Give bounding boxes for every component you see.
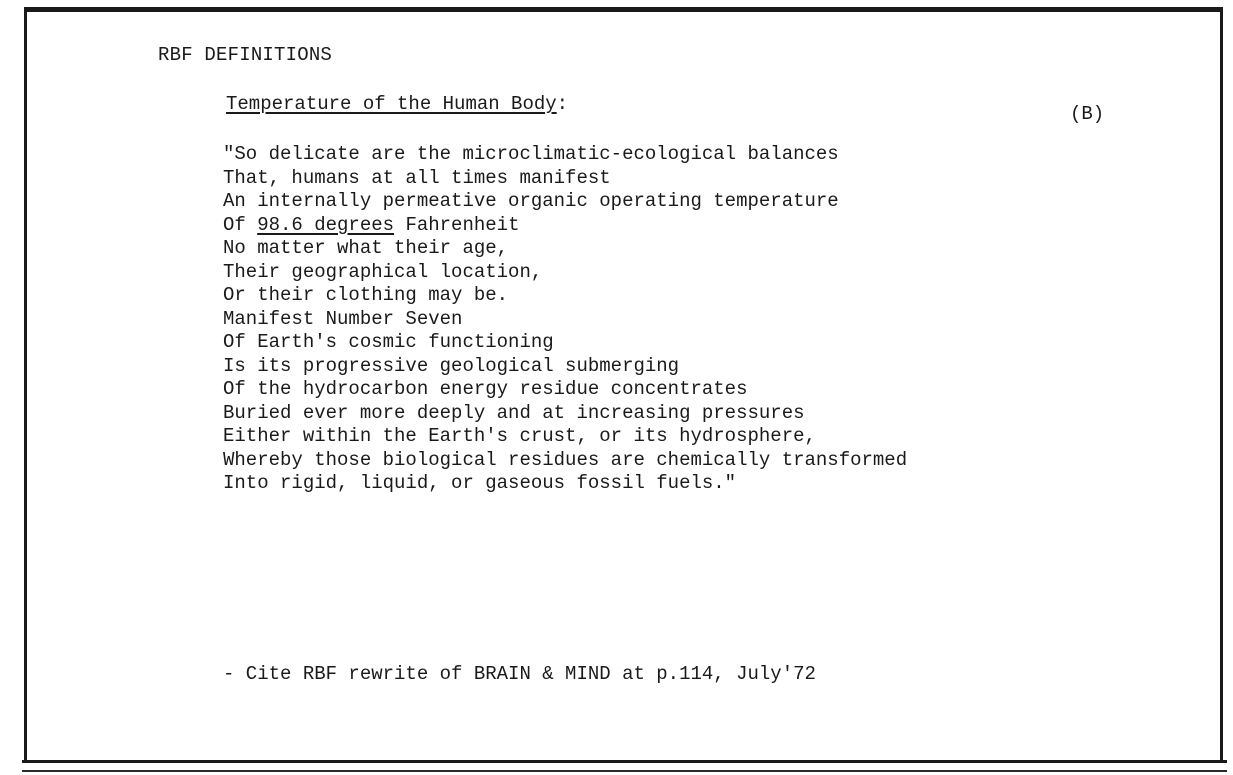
card-bottom-rule [22,760,1227,763]
quote-line: No matter what their age, [223,237,509,259]
quote-line: Is its progressive geological submerging [223,354,680,377]
page-title: RBF DEFINITIONS [158,44,333,66]
quote-line-pre: Of [223,213,258,236]
quote-block [223,143,907,496]
quote-line: An internally permeative organic operating temperature [223,190,839,212]
quote-line: That, humans at all times manifest [223,166,611,189]
citation: - Cite RBF rewrite of BRAIN & MIND at p.114, July'72 [223,663,816,685]
quote-line: Buried ever more deeply and at increasing pressures [223,401,805,424]
quote-line: Whereby those biological residues are chemically transformed [223,448,908,471]
quote-line: Their geographical location, [223,260,543,283]
quote-line: Of Earth's cosmic functioning [223,331,554,353]
quote-line [223,214,907,238]
entry-subject-colon: : [556,93,569,115]
quote-line: Either within the Earth's crust, or its hydrosphere, [223,425,816,447]
quote-line-post: Fahrenheit [394,213,520,236]
quote-line: Manifest Number Seven [223,307,463,330]
quote-line: "So delicate are the microclimatic-ecological balances [223,143,839,165]
next-card-edge [22,770,1227,772]
quote-line: Into rigid, liquid, or gaseous fossil fuels." [223,472,737,494]
temperature-value: 98.6 degrees [257,213,395,236]
entry-subject-text: Temperature of the Human Body [226,93,557,115]
entry-tag: (B) [1070,103,1105,125]
quote-line: Or their clothing may be. [223,284,509,306]
entry-subject [226,93,568,115]
quote-line: Of the hydrocarbon energy residue concentrates [223,378,748,400]
